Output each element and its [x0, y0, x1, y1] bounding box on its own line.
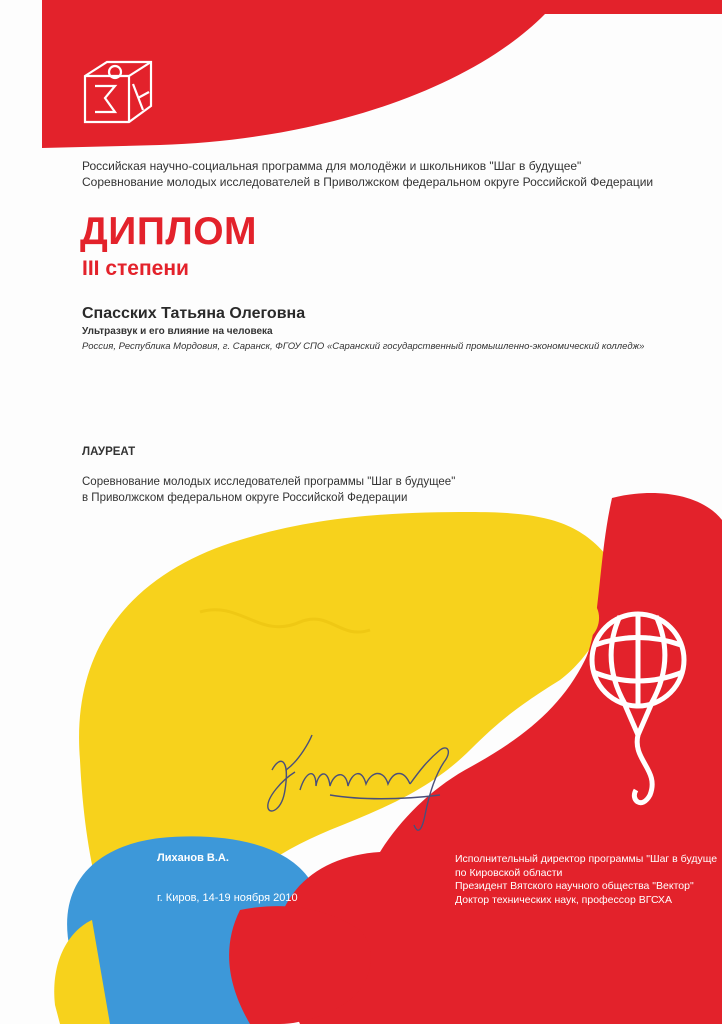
diploma-degree: III степени: [82, 257, 189, 280]
recipient-organization: Россия, Республика Мордовия, г. Саранск, ФГОУ СПО «Саранский государственный промышленно-экономический колледж»: [82, 341, 645, 352]
competition-description: [82, 474, 455, 506]
signatory-title-line-2: по Кировской области: [455, 866, 563, 879]
research-topic: Ультразвук и его влияние на человека: [82, 326, 273, 337]
header-line-2: Соревнование молодых исследователей в Приволжском федеральном округе Российской Федерации: [82, 175, 654, 189]
header-line-1: Российская научно-социальная программа для молодёжи и школьников "Шаг в будущее": [82, 159, 582, 173]
award-status: ЛАУРЕАТ: [82, 446, 136, 458]
competition-line-1: Соревнование молодых исследователей программы "Шаг в будущее": [82, 476, 456, 488]
signatory-title-line-3: Президент Вятского научного общества "Вектор": [455, 880, 694, 892]
signatory-title: [455, 853, 717, 907]
program-header: [82, 158, 653, 190]
recipient-name: Спасских Татьяна Олеговна: [82, 305, 306, 322]
competition-line-2: в Приволжском федеральном округе Российской Федерации: [82, 492, 408, 504]
diploma-title: ДИПЛОМ: [80, 210, 258, 253]
place-date: г. Киров, 14-19 ноября 2010: [157, 892, 298, 904]
signatory-title-line-1: Исполнительный директор программы "Шаг в будуще: [455, 853, 718, 865]
signatory-name: Лиханов В.А.: [157, 852, 229, 864]
top-red-swoosh: [42, 0, 722, 148]
signatory-title-line-4: Доктор технических наук, профессор ВГСХА: [455, 893, 672, 906]
